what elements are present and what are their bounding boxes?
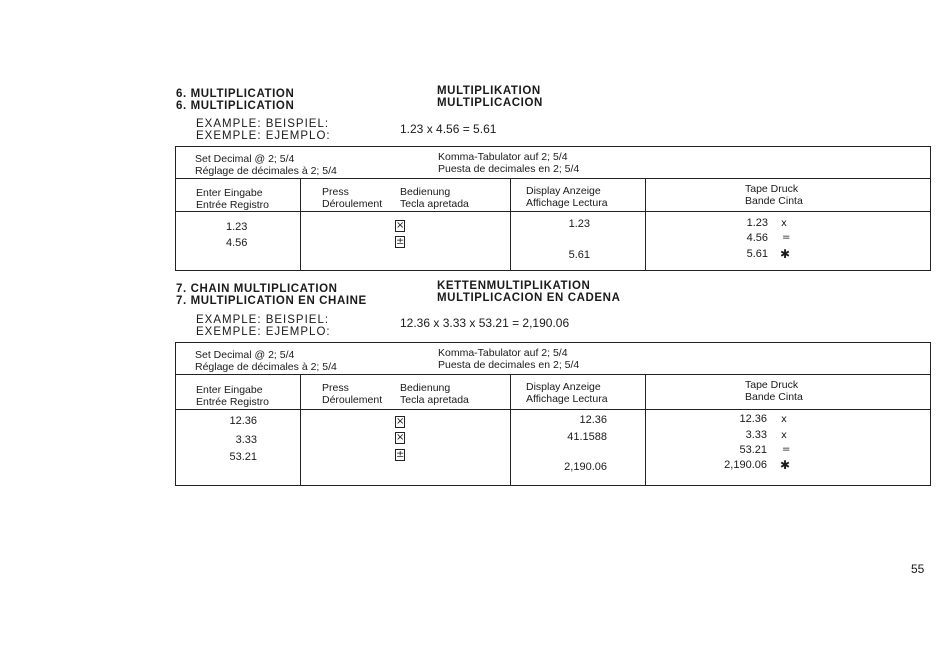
section7-display-2: 41.1588 — [567, 431, 607, 443]
section6-setting-de: Komma-Tabulator auf 2; 5/4 — [438, 151, 568, 163]
section6-tape-sym-3: ✱ — [780, 247, 791, 261]
section7-tape-sym-1: x — [781, 414, 787, 425]
section6-setting-es: Puesta de decimales en 2; 5/4 — [438, 163, 580, 175]
header-enter-2: Enter Eingabe — [196, 384, 263, 396]
section7-title-es: MULTIPLICACION EN CADENA — [437, 292, 621, 304]
header-display: Display Anzeige — [526, 185, 601, 197]
section6-tape-value-1: 1.23 — [746, 217, 768, 229]
header-affichage: Affichage Lectura — [526, 197, 608, 209]
section7-setting-fr: Réglage de décimales à 2; 5/4 — [195, 361, 337, 373]
multiply-key-icon: × — [396, 220, 405, 231]
section7-example-label-2: EXEMPLE: EJEMPLO: — [196, 326, 331, 338]
section6-entry-2: 4.56 — [226, 237, 248, 249]
section7-entry-3: 53.21 — [229, 451, 257, 463]
section6-title-es: MULTIPLICACION — [437, 97, 543, 109]
section6-title-de: MULTIPLIKATION — [437, 85, 541, 97]
section6-entry-1: 1.23 — [226, 221, 248, 233]
header-affichage-2: Affichage Lectura — [526, 393, 608, 405]
section7-display-3: 2,190.06 — [564, 461, 607, 473]
section6-tape-sym-2: = — [782, 232, 791, 243]
section7-entry-2: 3.33 — [235, 434, 257, 446]
section6-col-divider-2 — [510, 178, 511, 271]
section6-divider-header — [175, 211, 931, 212]
section7-col-divider-1 — [300, 374, 301, 486]
section6-equation: 1.23 x 4.56 = 5.61 — [400, 122, 497, 136]
section6-setting-en: Set Decimal @ 2; 5/4 — [195, 153, 295, 165]
equals-plus-key-icon: ± — [396, 449, 405, 460]
section7-tape-sym-4: ✱ — [780, 458, 791, 472]
section7-tape-value-4: 2,190.06 — [724, 459, 767, 471]
multiply-key-icon: × — [396, 432, 405, 443]
header-tecla: Tecla apretada — [400, 198, 469, 210]
section7-title-de: KETTENMULTIPLIKATION — [437, 280, 591, 292]
multiply-key-icon: × — [396, 416, 405, 427]
section7-tape-value-3: 53.21 — [739, 444, 767, 456]
section7-entry-1: 12.36 — [229, 415, 257, 427]
section7-display-1: 12.36 — [579, 414, 607, 426]
section6-col-divider-3 — [645, 178, 646, 271]
section7-divider-settings — [175, 374, 931, 375]
section6-title-en: 6. MULTIPLICATION — [176, 88, 295, 100]
header-bedienung-2: Bedienung — [400, 382, 451, 394]
section7-col-divider-2 — [510, 374, 511, 486]
equals-plus-key-icon: ± — [396, 236, 405, 247]
section6-title-fr: 6. MULTIPLICATION — [176, 100, 295, 112]
section6-tape-value-3: 5.61 — [746, 248, 768, 260]
header-tecla-2: Tecla apretada — [400, 394, 469, 406]
section7-title-fr: 7. MULTIPLICATION EN CHAINE — [176, 295, 367, 307]
page-number: 55 — [911, 562, 925, 576]
section7-example-label-1: EXAMPLE: BEISPIEL: — [196, 314, 330, 326]
header-display-2: Display Anzeige — [526, 381, 601, 393]
section7-tape-value-2: 3.33 — [745, 429, 767, 441]
header-bedienung: Bedienung — [400, 186, 451, 198]
header-tape-2: Tape Druck — [745, 379, 799, 391]
section7-title-en: 7. CHAIN MULTIPLICATION — [176, 283, 338, 295]
section7-setting-es: Puesta de decimales en 2; 5/4 — [438, 359, 580, 371]
section7-setting-en: Set Decimal @ 2; 5/4 — [195, 349, 295, 361]
section6-divider-settings — [175, 178, 931, 179]
section7-divider-header — [175, 409, 931, 410]
section6-col-divider-1 — [300, 178, 301, 271]
header-tape: Tape Druck — [745, 183, 799, 195]
header-deroulement-2: Déroulement — [322, 394, 383, 406]
header-bande: Bande Cinta — [745, 195, 803, 207]
section6-example-label-2: EXEMPLE: EJEMPLO: — [196, 130, 331, 142]
header-bande-2: Bande Cinta — [745, 391, 803, 403]
section6-example-label-1: EXAMPLE: BEISPIEL: — [196, 118, 330, 130]
header-deroulement: Déroulement — [322, 198, 383, 210]
header-entree-2: Entrée Registro — [196, 396, 269, 408]
header-press-2: Press — [322, 382, 349, 394]
section7-tape-value-1: 12.36 — [739, 413, 767, 425]
section7-tape-sym-3: = — [782, 444, 791, 455]
section7-setting-de: Komma-Tabulator auf 2; 5/4 — [438, 347, 568, 359]
header-entree: Entrée Registro — [196, 199, 269, 211]
header-press: Press — [322, 186, 349, 198]
section7-equation: 12.36 x 3.33 x 53.21 = 2,190.06 — [400, 316, 570, 330]
section6-tape-sym-1: x — [781, 218, 787, 229]
section6-display-1: 1.23 — [568, 218, 590, 230]
section6-display-2: 5.61 — [568, 249, 590, 261]
section7-col-divider-3 — [645, 374, 646, 486]
section7-tape-sym-2: x — [781, 430, 787, 441]
section6-setting-fr: Réglage de décimales à 2; 5/4 — [195, 165, 337, 177]
header-enter: Enter Eingabe — [196, 187, 263, 199]
section6-tape-value-2: 4.56 — [746, 232, 768, 244]
